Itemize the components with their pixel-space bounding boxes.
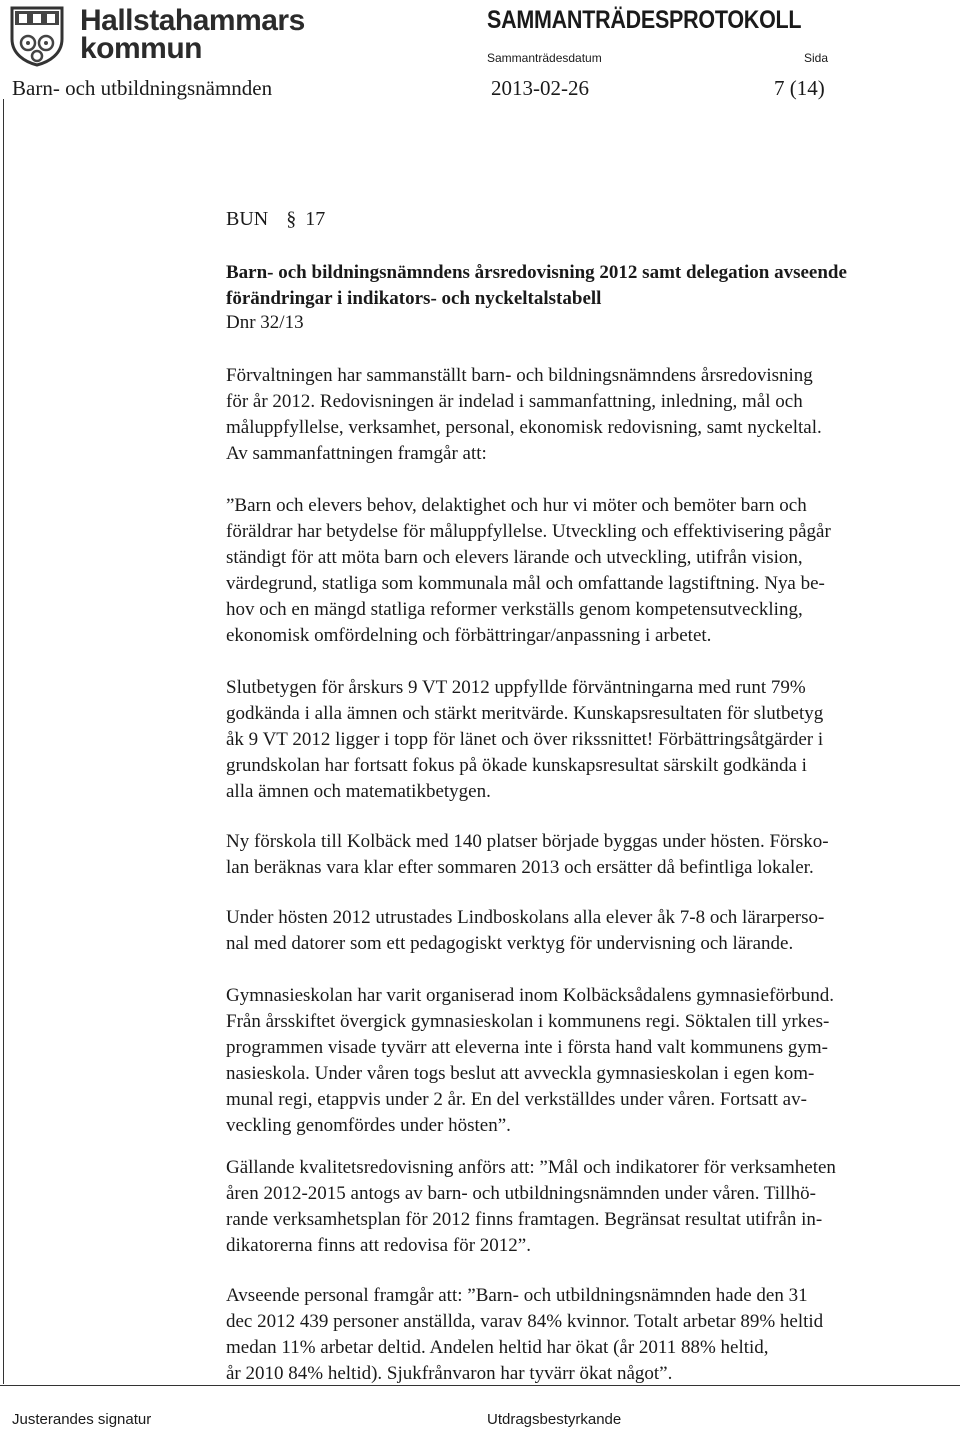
computers-paragraph (226, 905, 946, 957)
text-line: programmen visade tyvärr att eleverna inte i första hand valt kommunens gym- (226, 1037, 829, 1058)
text-line: Slutbetygen för årskurs 9 VT 2012 uppfyllde förväntningarna med runt 79% (226, 677, 806, 698)
text-line: Förvaltningen har sammanställt barn- och bildningsnämndens årsredovisning (226, 365, 813, 386)
text-line: ständigt för att möta barn och elevers lärande och utveckling, utifrån vision, (226, 547, 803, 568)
excerpt-verification-label: Utdragsbestyrkande (487, 1411, 622, 1428)
text-line: rande verksamhetsplan för 2012 finns framtagen. Begränsat resultat utifrån in- (226, 1209, 823, 1230)
text-line: ”Barn och elevers behov, delaktighet och hur vi möter och bemöter barn och (226, 495, 807, 516)
intro-paragraph (226, 363, 946, 467)
logo-municipality-name: Hallstahammars (80, 4, 305, 37)
text-line: veckling genomfördes under hösten”. (226, 1115, 511, 1136)
summary-quote-paragraph (226, 493, 946, 649)
quality-report-paragraph (226, 1155, 946, 1259)
text-line: nasieskola. Under våren togs beslut att avveckla gymnasieskolan i egen kom- (226, 1063, 815, 1084)
text-line: Under hösten 2012 utrustades Lindboskolans alla elever åk 7-8 och lärarperso- (226, 907, 825, 928)
document-type-title: SAMMANTRÄDESPROTOKOLL (487, 6, 802, 34)
upper-secondary-paragraph (226, 983, 946, 1139)
text-line: åren 2012-2015 antogs av barn- och utbildningsnämnden under våren. Tillhö- (226, 1183, 816, 1204)
text-line: för år 2012. Redovisningen är indelad i sammanfattning, inledning, mål och (226, 391, 803, 412)
text-line: nal med datorer som ett pedagogiskt verktyg för undervisning och lärande. (226, 933, 794, 954)
left-margin-rule (3, 99, 4, 1384)
text-line: föräldrar har betydelse för måluppfyllelse. Utveckling och effektivisering pågår (226, 521, 831, 542)
signature-label: Justerandes signatur (12, 1411, 152, 1428)
municipal-coat-of-arms-icon (9, 5, 65, 67)
logo-municipality-suffix: kommun (80, 32, 203, 65)
text-line: måluppfyllelse, verksamhet, personal, ekonomisk redovisning, samt nyckeltal. (226, 417, 822, 438)
text-line: åk 9 VT 2012 ligger i topp för länet och över rikssnittet! Förbättringsåtgärder i (226, 729, 824, 750)
page-label: Sida (804, 51, 829, 65)
grades-paragraph (226, 675, 946, 805)
committee-name: Barn- och utbildningsnämnden (12, 76, 273, 100)
text-line: Av sammanfattningen framgår att: (226, 443, 487, 464)
text-line: ekonomisk omfördelning och förbättringar/anpassning i arbetet. (226, 625, 712, 646)
case-number: Dnr 32/13 (226, 312, 304, 333)
page-number: 7 (14) (774, 76, 825, 100)
text-line: Gällande kvalitetsredovisning anförs att: ”Mål och indikatorer för verksamheten (226, 1157, 836, 1178)
text-line: Från årsskiftet övergick gymnasieskolan i kommunens regi. Söktalen till yrkes- (226, 1011, 830, 1032)
preschool-paragraph (226, 829, 946, 881)
text-line: grundskolan har fortsatt fokus på ökade kunskapsresultat särskilt godkända i (226, 755, 807, 776)
footer-rule (0, 1385, 960, 1386)
meeting-date-label: Sammanträdesdatum (487, 51, 602, 65)
staff-paragraph (226, 1283, 946, 1387)
item-title: Barn- och bildningsnämndens årsredovisning 2012 samt delegation avseende förändringar i indikators- och nyckeltalstabell (226, 262, 847, 309)
text-line: alla ämnen och matematikbetygen. (226, 781, 491, 802)
paragraph-code: BUN § 17 (226, 208, 326, 230)
text-line: lan beräknas vara klar efter sommaren 2013 och ersätter då befintliga lokaler. (226, 857, 814, 878)
text-line: munal regi, etappvis under 2 år. En del verkställdes under våren. Fortsatt av- (226, 1089, 807, 1110)
text-line: medan 11% arbetar deltid. Andelen heltid har ökat (år 2011 88% heltid, (226, 1337, 769, 1358)
text-line: Avseende personal framgår att: ”Barn- och utbildningsnämnden hade den 31 (226, 1285, 808, 1306)
text-line: godkända i alla ämnen och stärkt meritvärde. Kunskapsresultaten för slutbetyg (226, 703, 824, 724)
text-line: dec 2012 439 personer anställda, varav 84% kvinnor. Totalt arbetar 89% heltid (226, 1311, 824, 1332)
text-line: hov och en mängd statliga reformer verkställs genom kompetensutveckling, (226, 599, 803, 620)
text-line: värdegrund, statliga som kommunala mål och omfattande lagstiftning. Nya be- (226, 573, 825, 594)
text-line: år 2010 84% heltid). Sjukfrånvaron har tyvärr ökat något”. (226, 1363, 673, 1384)
text-line: dikatorerna finns att redovisa för 2012”. (226, 1235, 531, 1256)
text-line: Gymnasieskolan har varit organiserad inom Kolbäcksådalens gymnasieförbund. (226, 985, 835, 1006)
meeting-date: 2013-02-26 (491, 76, 589, 100)
text-line: Ny förskola till Kolbäck med 140 platser började byggas under hösten. Försko- (226, 831, 829, 852)
